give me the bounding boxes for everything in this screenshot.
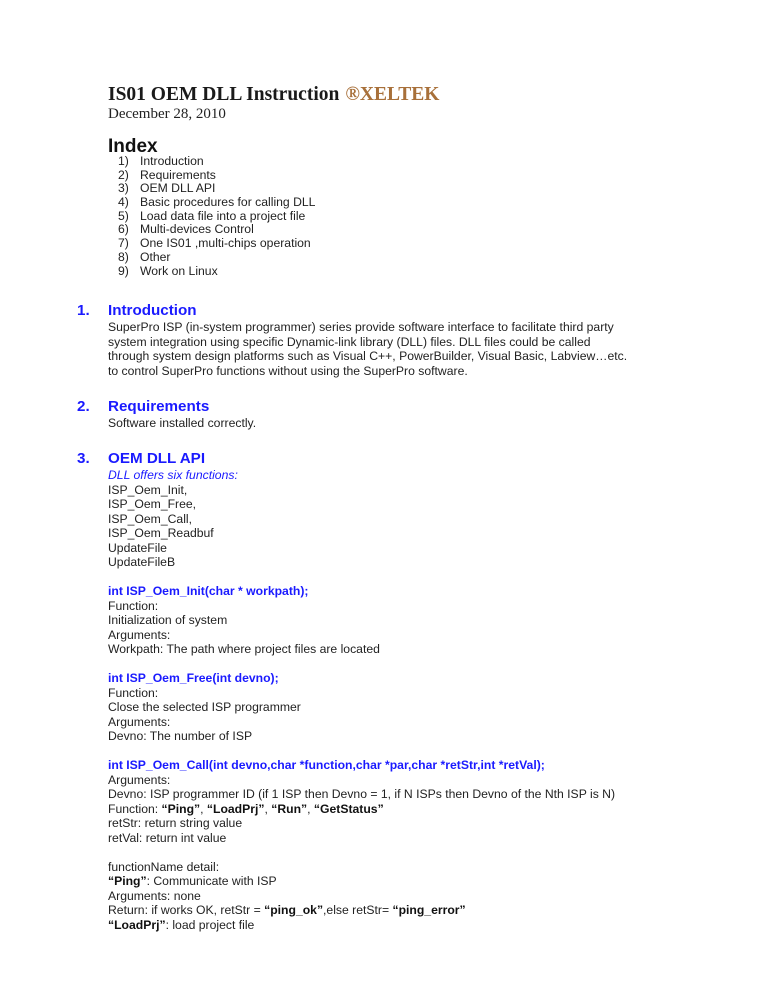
ping-line	[108, 874, 615, 889]
function-list-item: ISP_Oem_Readbuf	[108, 526, 214, 540]
arguments-desc: Workpath: The path where project files are located	[108, 642, 380, 656]
paragraph-line: system integration using specific Dynamic-link library (DLL) files. DLL files could be called	[108, 334, 591, 349]
spacer	[108, 744, 615, 759]
function-desc: Initialization of system	[108, 613, 228, 627]
brand-logo-text: ®XELTEK	[345, 84, 440, 105]
signature-free: int ISP_Oem_Free(int devno);	[108, 671, 279, 685]
loadprj-desc: : load project file	[165, 917, 255, 932]
index-item	[118, 210, 315, 224]
separator: ,	[264, 801, 272, 816]
function-prefix: Function:	[108, 801, 162, 816]
function-list-item: ISP_Oem_Call,	[108, 511, 192, 526]
index-number: 6)	[118, 222, 129, 237]
function-name-run: “Run”	[271, 801, 308, 816]
index-item	[118, 223, 315, 237]
ping-name: “Ping”	[108, 874, 147, 888]
index-list	[118, 155, 315, 278]
arguments-label: Arguments:	[108, 714, 171, 729]
section-body	[108, 320, 627, 378]
section-title: Requirements	[108, 398, 210, 415]
paragraph-line: to control SuperPro functions without using the SuperPro software.	[108, 363, 468, 378]
index-number: 2)	[118, 167, 129, 182]
paragraph-line: Software installed correctly.	[108, 416, 257, 430]
ping-error-value: “ping_error”	[392, 903, 466, 917]
index-number: 1)	[118, 154, 129, 168]
retval-desc: retVal: return int value	[108, 830, 227, 845]
index-label: Load data file into a project file	[140, 208, 306, 223]
index-item	[118, 169, 315, 183]
index-label: Requirements	[140, 167, 216, 182]
title-text: IS01 OEM DLL Instruction	[108, 84, 340, 105]
function-name-ping: “Ping”	[161, 801, 201, 816]
index-heading: Index	[108, 136, 158, 157]
section-introduction	[77, 302, 627, 378]
function-label: Function:	[108, 685, 159, 700]
separator: ,	[307, 801, 314, 816]
arguments-label: Arguments:	[108, 627, 171, 642]
function-label: Function:	[108, 598, 159, 613]
function-desc: Close the selected ISP programmer	[108, 700, 301, 714]
detail-label: functionName detail:	[108, 859, 220, 874]
paragraph-line: SuperPro ISP (in-system programmer) series provide software interface to facilitate third party	[108, 320, 614, 334]
devno-desc: Devno: ISP programmer ID (if 1 ISP then Devno = 1, if N ISPs then Devno of the Nth ISP is N)	[108, 787, 616, 801]
index-item	[118, 265, 315, 279]
retstr-desc: retStr: return string value	[108, 816, 243, 830]
function-list-item: UpdateFileB	[108, 555, 176, 569]
ping-args: Arguments: none	[108, 888, 201, 903]
index-item	[118, 182, 315, 196]
section-heading	[77, 398, 256, 416]
index-label: Work on Linux	[140, 263, 218, 278]
section-number: 2.	[77, 398, 90, 415]
index-label: Introduction	[140, 154, 204, 168]
ping-ok-value: “ping_ok”	[264, 903, 324, 917]
functions-intro: DLL offers six functions:	[108, 468, 238, 482]
function-name-loadprj: “LoadPrj”	[206, 801, 265, 816]
spacer	[108, 845, 615, 860]
index-item	[118, 237, 315, 251]
index-number: 9)	[118, 263, 129, 278]
separator: ,	[200, 801, 207, 816]
return-mid: ,else retStr=	[323, 903, 393, 917]
section-title: OEM DLL API	[108, 450, 206, 467]
arguments-label: Arguments:	[108, 772, 171, 787]
index-number: 5)	[118, 208, 129, 223]
signature-init: int ISP_Oem_Init(char * workpath);	[108, 584, 309, 598]
loadprj-line	[108, 918, 615, 933]
index-number: 3)	[118, 181, 129, 196]
section-heading	[77, 450, 615, 468]
document-date: December 28, 2010	[108, 106, 226, 122]
section-requirements	[77, 398, 256, 431]
loadprj-name: “LoadPrj”	[108, 917, 166, 932]
return-prefix: Return: if works OK, retStr =	[108, 903, 265, 917]
arguments-desc: Devno: The number of ISP	[108, 729, 253, 743]
index-item	[118, 196, 315, 210]
spacer	[108, 657, 615, 672]
index-number: 4)	[118, 195, 129, 210]
index-label: Multi-devices Control	[140, 222, 254, 237]
function-names-line	[108, 802, 615, 817]
paragraph-line: through system design platforms such as Visual C++, PowerBuilder, Visual Basic, Labview…etc.	[108, 349, 628, 363]
spacer	[108, 570, 615, 585]
section-number: 3.	[77, 450, 90, 467]
index-number: 8)	[118, 249, 129, 264]
function-name-getstatus: “GetStatus”	[313, 801, 384, 816]
document-title	[108, 84, 439, 106]
section-body	[108, 468, 615, 932]
section-title: Introduction	[108, 302, 197, 319]
function-list-item: ISP_Oem_Free,	[108, 497, 197, 511]
index-number: 7)	[118, 236, 129, 251]
ping-desc: : Communicate with ISP	[146, 874, 277, 888]
index-item	[118, 251, 315, 265]
index-label: OEM DLL API	[140, 181, 216, 196]
section-body	[108, 416, 256, 431]
section-number: 1.	[77, 302, 90, 319]
index-label: One IS01 ,multi-chips operation	[140, 236, 311, 251]
function-list-item: UpdateFile	[108, 540, 167, 555]
index-item	[118, 155, 315, 169]
index-label: Basic procedures for calling DLL	[140, 195, 316, 210]
section-oem-dll-api	[77, 450, 615, 932]
function-list-item: ISP_Oem_Init,	[108, 482, 188, 497]
index-label: Other	[140, 249, 171, 264]
ping-return-line	[108, 903, 615, 918]
signature-call: int ISP_Oem_Call(int devno,char *function,char *par,char *retStr,int *retVal);	[108, 758, 545, 772]
section-heading	[77, 302, 627, 320]
